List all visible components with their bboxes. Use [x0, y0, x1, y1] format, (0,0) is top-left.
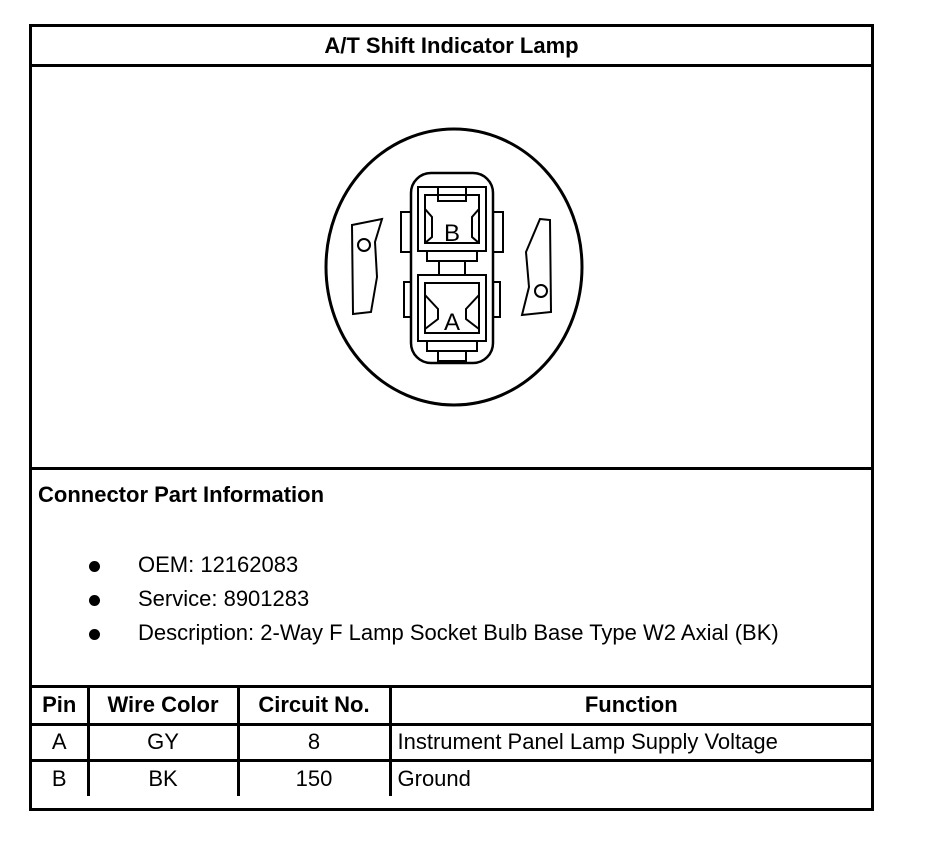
wire-color-cell: BK — [88, 760, 238, 796]
header-pin: Pin — [32, 688, 88, 724]
pin-cell: B — [32, 760, 88, 796]
part-info-item-text: Service: 8901283 — [138, 586, 310, 611]
part-info-item-text: OEM: 12162083 — [138, 552, 299, 577]
wire-color-cell: GY — [88, 724, 238, 760]
connector-part-information — [32, 470, 871, 688]
header-wire-color: Wire Color — [88, 688, 238, 724]
pin-cell: A — [32, 724, 88, 760]
header-circuit-no: Circuit No. — [238, 688, 390, 724]
circuit-no-cell: 150 — [238, 760, 390, 796]
circuit-no-cell: 8 — [238, 724, 390, 760]
table-row — [32, 724, 871, 760]
connector-face-view — [32, 67, 871, 470]
cavity-b-label: B — [443, 220, 461, 247]
cavity-a-label: A — [443, 309, 461, 336]
pin-table — [32, 688, 871, 796]
function-cell: Instrument Panel Lamp Supply Voltage — [390, 724, 871, 760]
connector-face-drawing — [32, 67, 871, 467]
connector-sheet — [29, 24, 874, 811]
right-tab-hole — [535, 285, 547, 297]
part-info-heading: Connector Part Information — [38, 482, 325, 507]
table-row — [32, 760, 871, 796]
pin-table-header-row — [32, 688, 871, 724]
bullet-icon — [89, 629, 100, 640]
page-title: A/T Shift Indicator Lamp — [32, 27, 871, 67]
left-tab-hole — [358, 239, 370, 251]
function-cell: Ground — [390, 760, 871, 796]
left-locking-tab — [352, 219, 382, 314]
part-info-item-text: Description: 2-Way F Lamp Socket Bulb Base Type W2 Axial (BK) — [138, 620, 779, 645]
right-locking-tab — [522, 219, 551, 315]
bullet-icon — [89, 561, 100, 572]
bullet-icon — [89, 595, 100, 606]
header-function: Function — [390, 688, 871, 724]
